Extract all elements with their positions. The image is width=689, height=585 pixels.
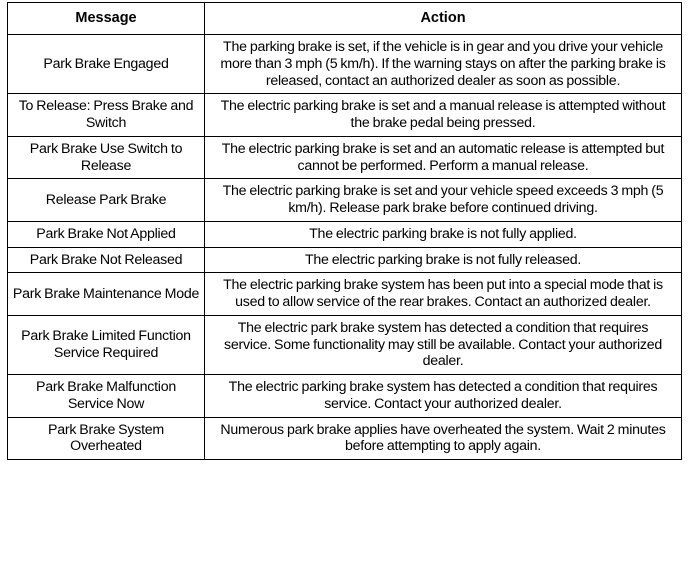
cell-message: Park Brake System Overheated bbox=[8, 417, 205, 460]
table-row bbox=[8, 221, 682, 247]
table-row bbox=[8, 315, 682, 374]
cell-message: Park Brake Malfunction Service Now bbox=[8, 375, 205, 418]
table-body bbox=[8, 35, 682, 460]
cell-action: The electric parking brake is not fully applied. bbox=[205, 221, 682, 247]
cell-action: The electric parking brake is set and your vehicle speed exceeds 3 mph (5 km/h). Release park brake before continued driving. bbox=[205, 179, 682, 222]
table-row bbox=[8, 35, 682, 94]
cell-action: The electric parking brake system has detected a condition that requires service. Contact your authorized dealer. bbox=[205, 375, 682, 418]
cell-action: The electric parking brake system has been put into a special mode that is used to allow service of the rear brakes. Contact an authorized dealer. bbox=[205, 273, 682, 316]
column-header-action: Action bbox=[205, 3, 682, 35]
cell-action: The electric parking brake is set and an automatic release is attempted but cannot be performed. Perform a manual release. bbox=[205, 136, 682, 179]
cell-action: The parking brake is set, if the vehicle is in gear and you drive your vehicle more than 3 mph (5 km/h). If the warning stays on after the parking brake is released, contact an authorized dealer as soon as possible. bbox=[205, 35, 682, 94]
cell-message: Park Brake Maintenance Mode bbox=[8, 273, 205, 316]
table-row bbox=[8, 247, 682, 273]
message-action-table bbox=[7, 2, 682, 460]
table-row bbox=[8, 94, 682, 137]
table-row bbox=[8, 375, 682, 418]
cell-action: The electric parking brake is not fully released. bbox=[205, 247, 682, 273]
cell-message: Park Brake Not Applied bbox=[8, 221, 205, 247]
table-row bbox=[8, 136, 682, 179]
cell-action: The electric park brake system has detected a condition that requires service. Some functionality may still be available. Contact your authorized dealer. bbox=[205, 315, 682, 374]
table-header-row bbox=[8, 3, 682, 35]
table-row bbox=[8, 179, 682, 222]
cell-action: Numerous park brake applies have overheated the system. Wait 2 minutes before attempting to apply again. bbox=[205, 417, 682, 460]
column-header-message: Message bbox=[8, 3, 205, 35]
cell-message: To Release: Press Brake and Switch bbox=[8, 94, 205, 137]
cell-message: Park Brake Engaged bbox=[8, 35, 205, 94]
cell-message: Release Park Brake bbox=[8, 179, 205, 222]
table-row bbox=[8, 417, 682, 460]
table-row bbox=[8, 273, 682, 316]
cell-action: The electric parking brake is set and a manual release is attempted without the brake pedal being pressed. bbox=[205, 94, 682, 137]
cell-message: Park Brake Use Switch to Release bbox=[8, 136, 205, 179]
cell-message: Park Brake Limited Function Service Required bbox=[8, 315, 205, 374]
cell-message: Park Brake Not Released bbox=[8, 247, 205, 273]
table-header bbox=[8, 3, 682, 35]
